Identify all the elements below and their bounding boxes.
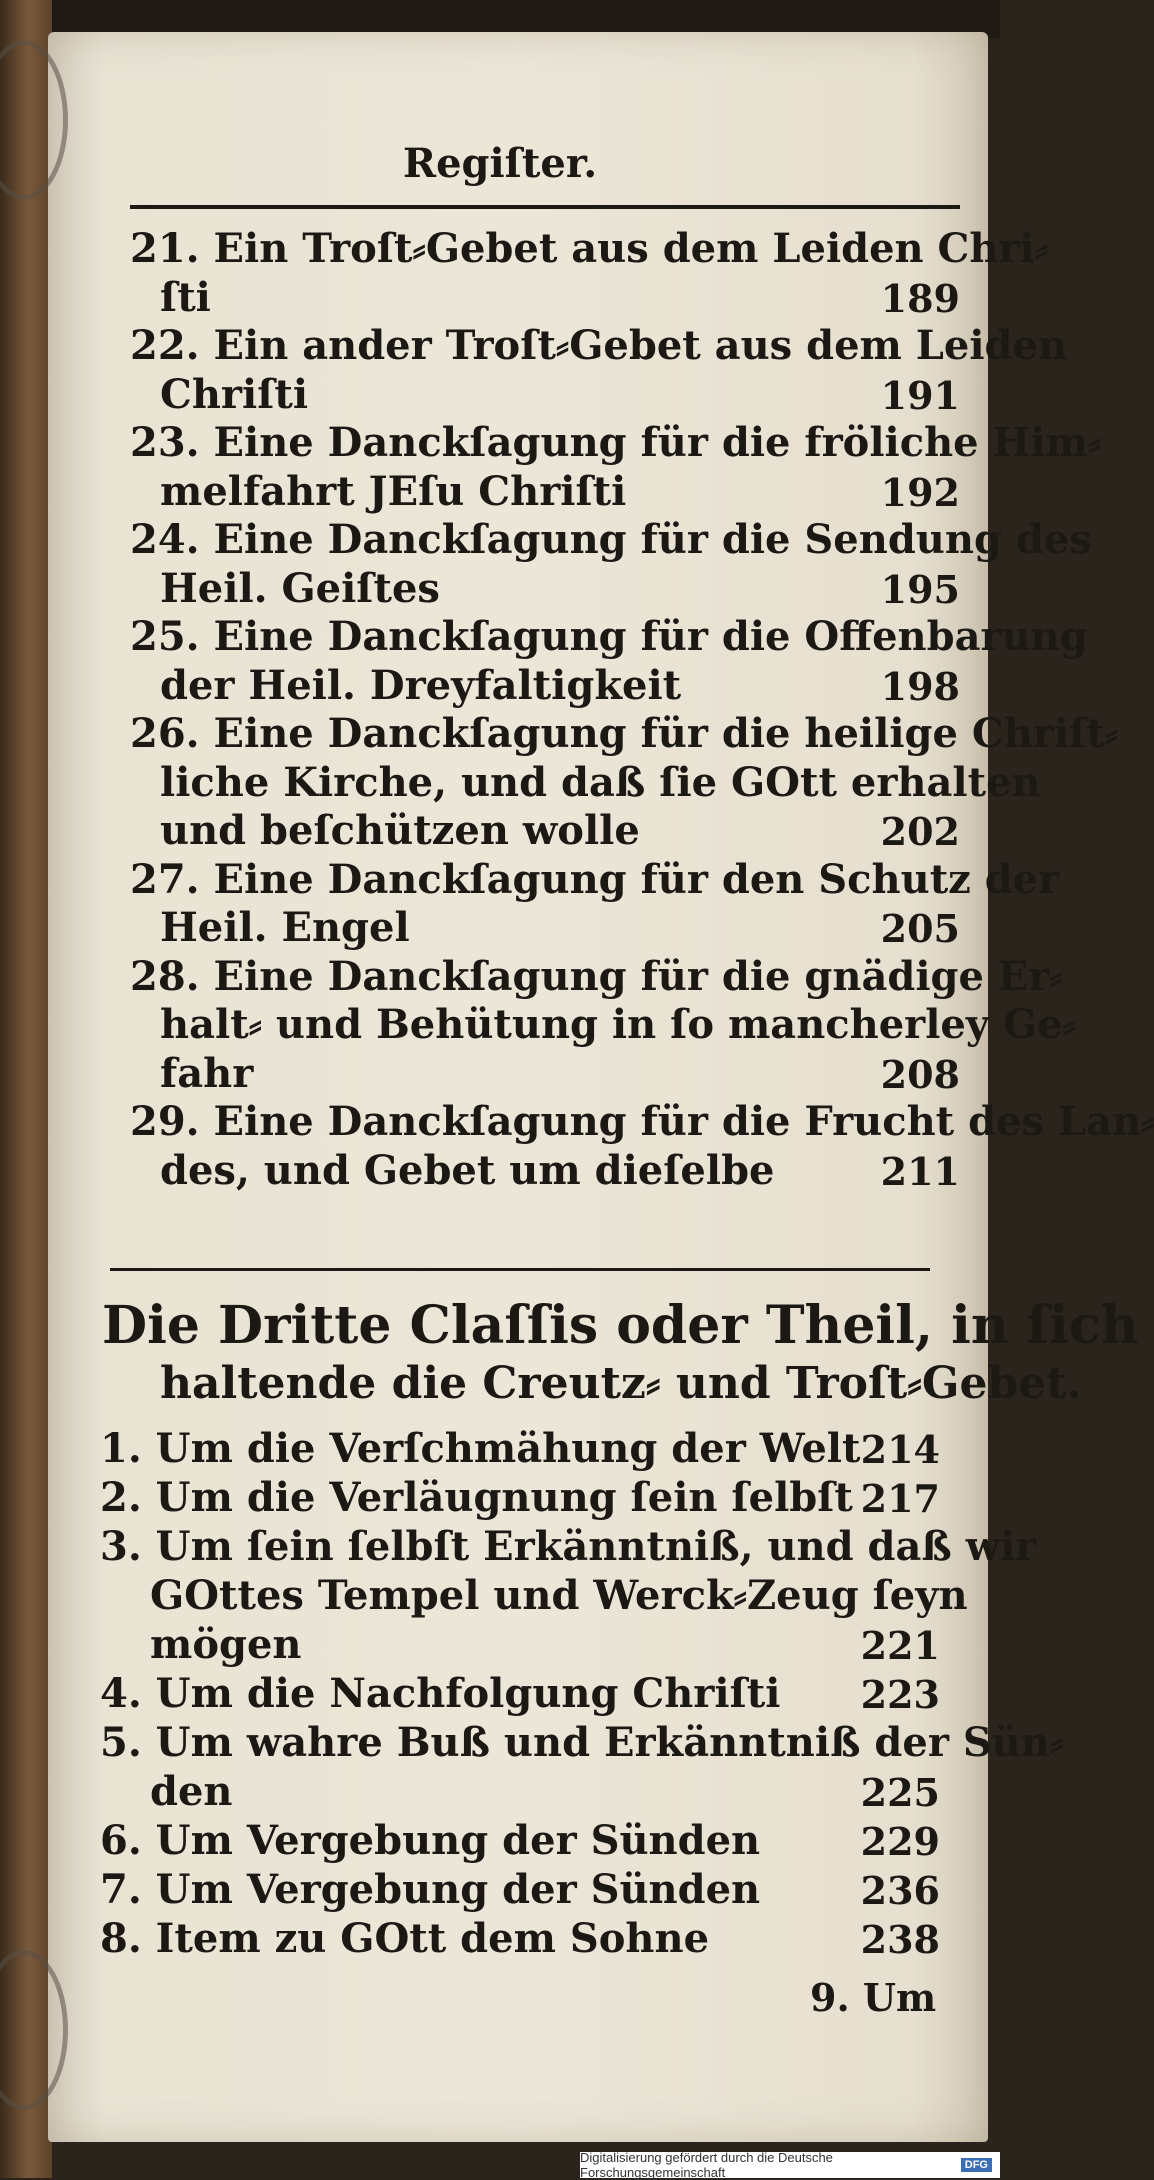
register-page-number: 208 [880, 1051, 960, 1097]
register-page-number: 195 [880, 566, 960, 612]
register-page-number: 191 [880, 372, 960, 418]
register-page-number: 205 [880, 906, 960, 951]
register-page-number: 198 [880, 663, 960, 709]
book-spine [0, 0, 52, 2178]
register-entry-line: 4. Um die Nachfolgung Chriſti [100, 1670, 781, 1717]
register-page-number: 223 [860, 1672, 940, 1717]
section-rule [110, 1268, 930, 1271]
register-page-number: 214 [860, 1427, 940, 1472]
register-entry-line: der Heil. Dreyfaltigkeit [160, 661, 682, 709]
register-entry-line: 27. Eine Danckſagung für den Schutz der [130, 855, 1060, 903]
section-heading-line-2: haltende die Creutz⸗ und Troſt⸗Gebet. [160, 1358, 1082, 1409]
register-entry-line: melfahrt JEſu Chriſti [160, 467, 627, 515]
register-page-number: 229 [860, 1819, 940, 1864]
register-entry-line: 22. Ein ander Troſt⸗Gebet aus dem Leiden [130, 322, 1068, 369]
register-entry-line: ſti [160, 273, 211, 321]
register-page-number: 211 [880, 1148, 960, 1194]
register-entry-line: den [150, 1768, 233, 1815]
register-entry-line: Heil. Engel [160, 904, 410, 951]
footer-text: Digitalisierung gefördert durch die Deutsche Forschungsgemeinschaft [580, 2150, 833, 2180]
register-entry-line: und beſchützen wolle [160, 807, 640, 854]
register-entry-line: 8. Item zu GOtt dem Sohne [100, 1915, 710, 1962]
register-page-number: 202 [880, 809, 960, 854]
register-page-number: 217 [860, 1476, 940, 1521]
register-entry-line: Heil. Geiſtes [160, 564, 440, 612]
register-entry-line: des, und Gebet um dieſelbe [160, 1146, 775, 1194]
register-entry-line: 6. Um Vergebung der Sünden [100, 1817, 761, 1864]
catchword: 9. Um [810, 1975, 937, 2020]
register-entry-line: 7. Um Vergebung der Sünden [100, 1866, 761, 1913]
register-entry-line: halt⸗ und Behütung in ſo mancherley Ge⸗ [160, 1001, 1076, 1048]
register-entry-line: 25. Eine Danckſagung für die Offenbarung [130, 613, 1088, 660]
header-rule [130, 205, 960, 209]
register-page-number: 221 [860, 1623, 940, 1668]
register-entry-line: 2. Um die Verläugnung ſein ſelbſt [100, 1474, 853, 1521]
register-page-number: 225 [860, 1770, 940, 1815]
register-page-number: 189 [880, 275, 960, 321]
register-entry-line: Chriſti [160, 370, 309, 418]
register-entry-line: 5. Um wahre Buß und Erkänntniß der Sün⸗ [100, 1719, 1064, 1766]
register-entry-line: 24. Eine Danckſagung für die Sendung des [130, 516, 1092, 563]
register-entry-line: mögen [150, 1621, 302, 1668]
register-page-number: 192 [880, 469, 960, 515]
dfg-logo: DFG [961, 2158, 992, 2172]
register-page-number: 236 [860, 1868, 940, 1913]
register-entry-line: 26. Eine Danckſagung für die heilige Chriſt⸗ [130, 710, 1119, 757]
page-header: Regiſter. [402, 140, 598, 187]
register-entry-line: 21. Ein Troſt⸗Gebet aus dem Leiden Chri⸗ [130, 225, 1049, 272]
digitization-footer [580, 2152, 1000, 2178]
register-entry-line: liche Kirche, und daß ſie GOtt erhalten [160, 758, 1041, 806]
register-entry-line: 3. Um ſein ſelbſt Erkänntniß, und daß wir [100, 1523, 1037, 1570]
register-entry-line: 1. Um die Verſchmähung der Welt [100, 1425, 861, 1472]
register-entry-line: GOttes Tempel und Werck⸗Zeug ſeyn [150, 1572, 968, 1619]
section-heading-line-1: Die Dritte Claſſis oder Theil, in ſich [102, 1295, 1139, 1356]
register-entry-line: fahr [160, 1049, 254, 1097]
register-page-number: 238 [860, 1917, 940, 1962]
register-entry-line: 23. Eine Danckſagung für die fröliche Him⸗ [130, 419, 1102, 466]
register-entry-line: 29. Eine Danckſagung für die Frucht des Lan⸗ [130, 1098, 1154, 1145]
register-entry-line: 28. Eine Danckſagung für die gnädige Er⸗ [130, 952, 1063, 1000]
